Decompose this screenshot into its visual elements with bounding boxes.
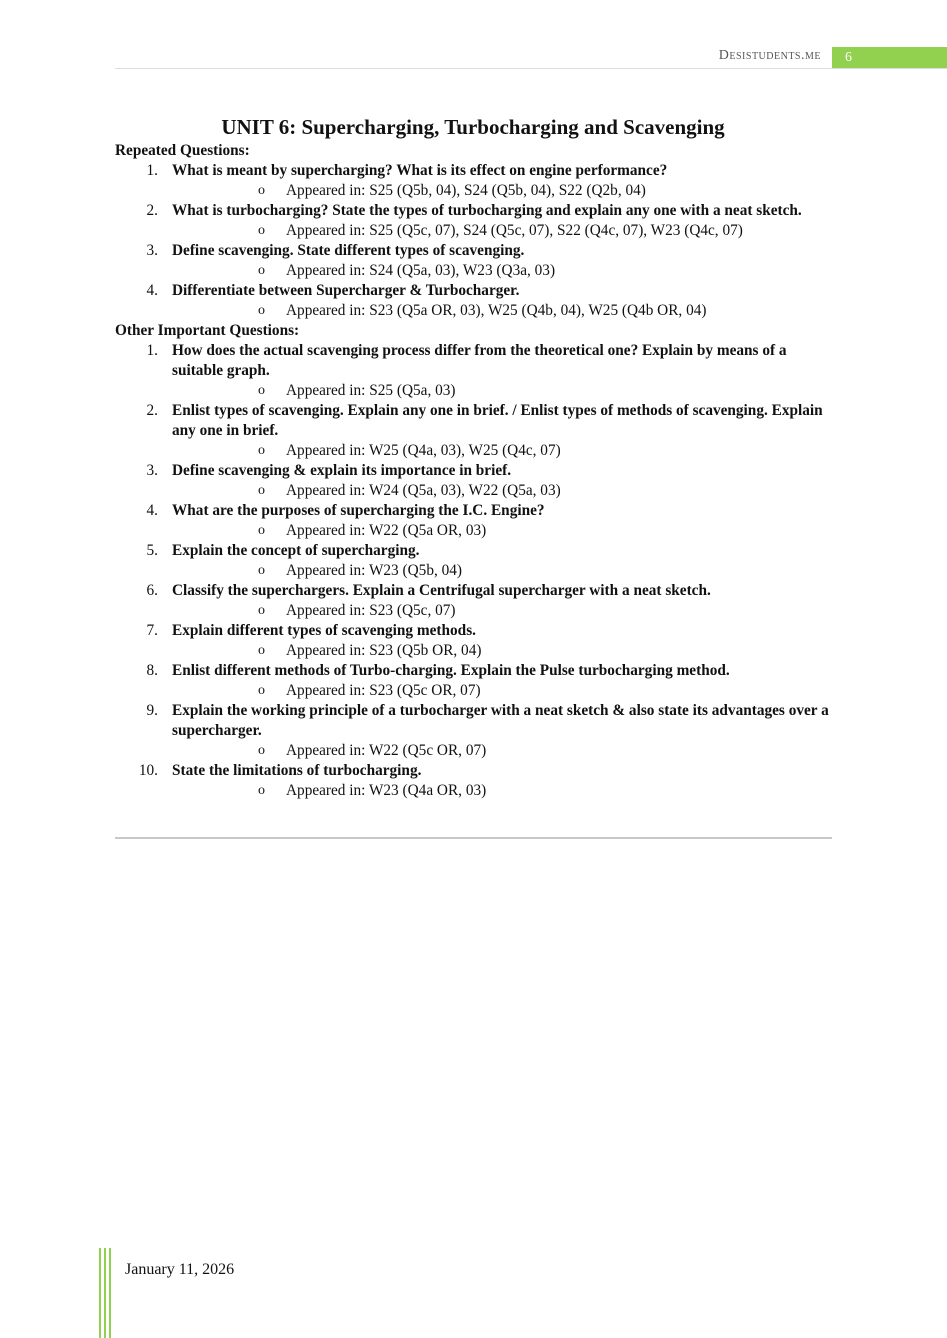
content-end-divider: [115, 837, 832, 839]
appeared-in-line: [172, 781, 831, 801]
question-number: 1.: [146, 342, 158, 359]
appeared-in-text: Appeared in: W25 (Q4a, 03), W25 (Q4c, 07): [286, 442, 561, 459]
question-text: Enlist types of scavenging. Explain any one in brief. / Enlist types of methods of scavenging. Explain any one in brief.: [172, 402, 823, 439]
question-number: 3.: [146, 462, 158, 479]
question-item: [115, 541, 831, 581]
appeared-in-text: Appeared in: S23 (Q5b OR, 04): [286, 642, 482, 659]
bullet-icon: o: [258, 483, 265, 498]
question-item: [115, 341, 831, 401]
question-number: 4.: [146, 502, 158, 519]
section-heading: Repeated Questions:: [115, 142, 250, 159]
appeared-in-line: [172, 521, 831, 541]
footer-accent-bars: [99, 1248, 115, 1338]
question-item: [115, 621, 831, 661]
appeared-in-text: Appeared in: W23 (Q4a OR, 03): [286, 782, 487, 799]
unit-title: UNIT 6: Supercharging, Turbocharging and Scavenging: [221, 115, 725, 139]
question-text: Explain the concept of supercharging.: [172, 542, 420, 559]
appeared-in-text: Appeared in: S24 (Q5a, 03), W23 (Q3a, 03): [286, 262, 556, 279]
other-questions-section: [115, 321, 831, 801]
question-item: [115, 401, 831, 461]
bullet-icon: o: [258, 443, 265, 458]
question-item: [115, 581, 831, 621]
page-number-badge: 6: [832, 47, 947, 68]
question-text: Differentiate between Supercharger & Turbocharger.: [172, 282, 520, 299]
question-text: What are the purposes of supercharging the I.C. Engine?: [172, 502, 545, 519]
question-item: [115, 701, 831, 761]
appeared-in-line: [172, 381, 831, 401]
appeared-in-text: Appeared in: S23 (Q5c, 07): [286, 602, 456, 619]
appeared-in-line: [172, 261, 831, 281]
repeated-questions-section: [115, 141, 831, 321]
question-number: 5.: [146, 542, 158, 559]
question-item: [115, 761, 831, 801]
appeared-in-text: Appeared in: W22 (Q5a OR, 03): [286, 522, 487, 539]
question-content: [115, 141, 831, 801]
bullet-icon: o: [258, 263, 265, 278]
bullet-icon: o: [258, 603, 265, 618]
appeared-in-text: Appeared in: W23 (Q5b, 04): [286, 562, 463, 579]
appeared-in-line: [172, 561, 831, 581]
bullet-icon: o: [258, 683, 265, 698]
question-item: [115, 501, 831, 541]
appeared-in-line: [172, 301, 831, 321]
appeared-in-line: [172, 641, 831, 661]
appeared-in-line: [172, 741, 831, 761]
footer-date: January 11, 2026: [125, 1261, 235, 1278]
question-item: [115, 281, 831, 321]
question-list: [115, 341, 831, 801]
question-item: [115, 241, 831, 281]
header-divider: [115, 68, 947, 69]
appeared-in-text: Appeared in: S25 (Q5b, 04), S24 (Q5b, 04), S22 (Q2b, 04): [286, 182, 646, 199]
footer-bar: [109, 1248, 111, 1338]
question-number: 1.: [146, 162, 158, 179]
question-text: Explain different types of scavenging methods.: [172, 622, 476, 639]
question-number: 9.: [146, 702, 158, 719]
question-text: What is meant by supercharging? What is its effect on engine performance?: [172, 162, 668, 179]
bullet-icon: o: [258, 523, 265, 538]
question-item: [115, 661, 831, 701]
appeared-in-text: Appeared in: W22 (Q5c OR, 07): [286, 742, 487, 759]
appeared-in-line: [172, 601, 831, 621]
appeared-in-line: [172, 181, 831, 201]
question-item: [115, 161, 831, 201]
appeared-in-text: Appeared in: W24 (Q5a, 03), W22 (Q5a, 03): [286, 482, 561, 499]
appeared-in-text: Appeared in: S25 (Q5c, 07), S24 (Q5c, 07), S22 (Q4c, 07), W23 (Q4c, 07): [286, 222, 743, 239]
question-text: Enlist different methods of Turbo-charging. Explain the Pulse turbocharging method.: [172, 662, 730, 679]
question-number: 2.: [146, 202, 158, 219]
question-text: Explain the working principle of a turbocharger with a neat sketch & also state its advantages over a supercharger.: [172, 702, 829, 739]
bullet-icon: o: [258, 783, 265, 798]
question-number: 6.: [146, 582, 158, 599]
question-number: 8.: [146, 662, 158, 679]
bullet-icon: o: [258, 223, 265, 238]
appeared-in-line: [172, 441, 831, 461]
appeared-in-text: Appeared in: S25 (Q5a, 03): [286, 382, 456, 399]
footer-bar: [104, 1248, 106, 1338]
bullet-icon: o: [258, 383, 265, 398]
question-text: State the limitations of turbocharging.: [172, 762, 422, 779]
bullet-icon: o: [258, 743, 265, 758]
appeared-in-text: Appeared in: S23 (Q5a OR, 03), W25 (Q4b, 04), W25 (Q4b OR, 04): [286, 302, 707, 319]
question-text: Classify the superchargers. Explain a Centrifugal supercharger with a neat sketch.: [172, 582, 711, 599]
question-number: 3.: [146, 242, 158, 259]
question-text: Define scavenging & explain its importance in brief.: [172, 462, 512, 479]
appeared-in-text: Appeared in: S23 (Q5c OR, 07): [286, 682, 481, 699]
appeared-in-line: [172, 681, 831, 701]
header-brand: Desistudents.me: [718, 48, 821, 63]
section-heading: Other Important Questions:: [115, 322, 300, 339]
footer-bar: [99, 1248, 101, 1338]
question-text: How does the actual scavenging process differ from the theoretical one? Explain by means of a suitable graph.: [172, 342, 787, 379]
question-list: [115, 161, 831, 321]
question-number: 10.: [138, 762, 158, 779]
question-number: 2.: [146, 402, 158, 419]
bullet-icon: o: [258, 643, 265, 658]
question-text: What is turbocharging? State the types of turbocharging and explain any one with a neat sketch.: [172, 202, 802, 219]
question-number: 7.: [146, 622, 158, 639]
appeared-in-line: [172, 481, 831, 501]
appeared-in-line: [172, 221, 831, 241]
question-text: Define scavenging. State different types of scavenging.: [172, 242, 525, 259]
bullet-icon: o: [258, 303, 265, 318]
question-number: 4.: [146, 282, 158, 299]
bullet-icon: o: [258, 563, 265, 578]
question-item: [115, 201, 831, 241]
bullet-icon: o: [258, 183, 265, 198]
question-item: [115, 461, 831, 501]
